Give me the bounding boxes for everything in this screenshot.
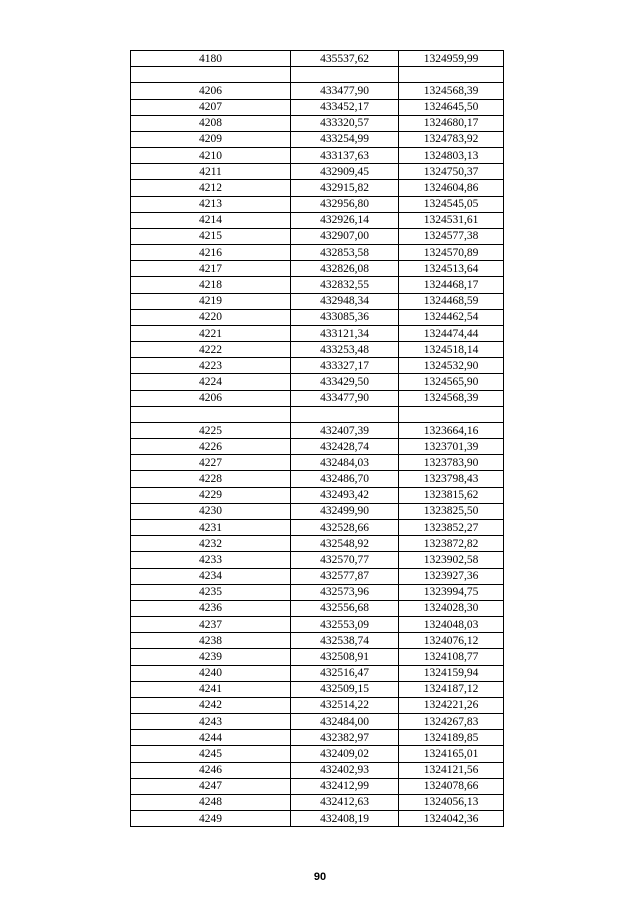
x-coordinate-cell: 432907,00 bbox=[291, 228, 399, 244]
table-row bbox=[131, 309, 504, 325]
point-number-cell: 4236 bbox=[131, 600, 291, 616]
point-number-cell: 4208 bbox=[131, 115, 291, 131]
y-coordinate-cell: 1324462,54 bbox=[399, 309, 504, 325]
x-coordinate-cell: 432409,02 bbox=[291, 746, 399, 762]
point-number-cell: 4237 bbox=[131, 617, 291, 633]
table-row bbox=[131, 697, 504, 713]
x-coordinate-cell: 432909,45 bbox=[291, 164, 399, 180]
x-coordinate-cell: 432832,55 bbox=[291, 277, 399, 293]
x-coordinate-cell: 433253,48 bbox=[291, 342, 399, 358]
y-coordinate-cell: 1323872,82 bbox=[399, 536, 504, 552]
point-number-cell: 4240 bbox=[131, 665, 291, 681]
point-number-cell: 4222 bbox=[131, 342, 291, 358]
x-coordinate-cell: 432948,34 bbox=[291, 293, 399, 309]
x-coordinate-cell: 432486,70 bbox=[291, 471, 399, 487]
y-coordinate-cell: 1324076,12 bbox=[399, 633, 504, 649]
x-coordinate-cell: 432484,00 bbox=[291, 714, 399, 730]
point-number-cell: 4206 bbox=[131, 390, 291, 406]
table-row bbox=[131, 196, 504, 212]
point-number-cell: 4214 bbox=[131, 212, 291, 228]
table-row bbox=[131, 390, 504, 406]
y-coordinate-cell: 1323701,39 bbox=[399, 439, 504, 455]
y-coordinate-cell: 1324959,99 bbox=[399, 51, 504, 67]
table-row bbox=[131, 99, 504, 115]
table-row bbox=[131, 665, 504, 681]
point-number-cell: 4241 bbox=[131, 681, 291, 697]
y-coordinate-cell: 1324048,03 bbox=[399, 617, 504, 633]
point-number-cell: 4223 bbox=[131, 358, 291, 374]
table-row bbox=[131, 536, 504, 552]
y-coordinate-cell: 1324474,44 bbox=[399, 325, 504, 341]
point-number-cell: 4238 bbox=[131, 633, 291, 649]
table-row bbox=[131, 730, 504, 746]
table-row bbox=[131, 245, 504, 261]
table-row bbox=[131, 519, 504, 535]
y-coordinate-cell: 1323798,43 bbox=[399, 471, 504, 487]
x-coordinate-cell: 432538,74 bbox=[291, 633, 399, 649]
y-coordinate-cell: 1324545,05 bbox=[399, 196, 504, 212]
y-coordinate-cell bbox=[399, 67, 504, 83]
point-number-cell: 4180 bbox=[131, 51, 291, 67]
y-coordinate-cell: 1324568,39 bbox=[399, 83, 504, 99]
y-coordinate-cell: 1324568,39 bbox=[399, 390, 504, 406]
table-row bbox=[131, 568, 504, 584]
point-number-cell: 4248 bbox=[131, 794, 291, 810]
y-coordinate-cell: 1324577,38 bbox=[399, 228, 504, 244]
point-number-cell: 4228 bbox=[131, 471, 291, 487]
point-number-cell: 4231 bbox=[131, 519, 291, 535]
table-row bbox=[131, 212, 504, 228]
point-number-cell: 4227 bbox=[131, 455, 291, 471]
point-number-cell: 4247 bbox=[131, 778, 291, 794]
y-coordinate-cell: 1323664,16 bbox=[399, 422, 504, 438]
y-coordinate-cell bbox=[399, 406, 504, 422]
x-coordinate-cell: 433477,90 bbox=[291, 83, 399, 99]
table-row bbox=[131, 633, 504, 649]
x-coordinate-cell: 432402,93 bbox=[291, 762, 399, 778]
point-number-cell: 4244 bbox=[131, 730, 291, 746]
x-coordinate-cell: 433254,99 bbox=[291, 131, 399, 147]
point-number-cell: 4218 bbox=[131, 277, 291, 293]
x-coordinate-cell: 432493,42 bbox=[291, 487, 399, 503]
x-coordinate-cell: 432428,74 bbox=[291, 439, 399, 455]
x-coordinate-cell: 432514,22 bbox=[291, 697, 399, 713]
y-coordinate-cell: 1323852,27 bbox=[399, 519, 504, 535]
table-row bbox=[131, 762, 504, 778]
table-row bbox=[131, 261, 504, 277]
table-row bbox=[131, 228, 504, 244]
table-row bbox=[131, 51, 504, 67]
table-row bbox=[131, 584, 504, 600]
x-coordinate-cell: 433327,17 bbox=[291, 358, 399, 374]
table-row bbox=[131, 374, 504, 390]
y-coordinate-cell: 1324468,17 bbox=[399, 277, 504, 293]
x-coordinate-cell: 433085,36 bbox=[291, 309, 399, 325]
y-coordinate-cell: 1324680,17 bbox=[399, 115, 504, 131]
point-number-cell: 4233 bbox=[131, 552, 291, 568]
coordinates-table-body bbox=[131, 51, 504, 827]
table-row bbox=[131, 746, 504, 762]
table-row bbox=[131, 439, 504, 455]
point-number-cell: 4235 bbox=[131, 584, 291, 600]
table-row bbox=[131, 293, 504, 309]
point-number-cell: 4221 bbox=[131, 325, 291, 341]
table-row bbox=[131, 277, 504, 293]
point-number-cell: 4245 bbox=[131, 746, 291, 762]
x-coordinate-cell: 432577,87 bbox=[291, 568, 399, 584]
point-number-cell: 4230 bbox=[131, 503, 291, 519]
y-coordinate-cell: 1323902,58 bbox=[399, 552, 504, 568]
x-coordinate-cell: 432382,97 bbox=[291, 730, 399, 746]
point-number-cell: 4234 bbox=[131, 568, 291, 584]
x-coordinate-cell: 432408,19 bbox=[291, 811, 399, 827]
y-coordinate-cell: 1324108,77 bbox=[399, 649, 504, 665]
point-number-cell: 4246 bbox=[131, 762, 291, 778]
point-number-cell: 4217 bbox=[131, 261, 291, 277]
x-coordinate-cell: 433121,34 bbox=[291, 325, 399, 341]
point-number-cell: 4242 bbox=[131, 697, 291, 713]
x-coordinate-cell: 432553,09 bbox=[291, 617, 399, 633]
x-coordinate-cell: 432499,90 bbox=[291, 503, 399, 519]
page-number: 90 bbox=[313, 871, 327, 883]
x-coordinate-cell: 432570,77 bbox=[291, 552, 399, 568]
point-number-cell: 4215 bbox=[131, 228, 291, 244]
y-coordinate-cell: 1324221,26 bbox=[399, 697, 504, 713]
x-coordinate-cell: 433137,63 bbox=[291, 148, 399, 164]
table-row bbox=[131, 794, 504, 810]
point-number-cell: 4212 bbox=[131, 180, 291, 196]
y-coordinate-cell: 1324645,50 bbox=[399, 99, 504, 115]
y-coordinate-cell: 1324468,59 bbox=[399, 293, 504, 309]
table-row bbox=[131, 358, 504, 374]
x-coordinate-cell: 432516,47 bbox=[291, 665, 399, 681]
y-coordinate-cell: 1324565,90 bbox=[399, 374, 504, 390]
point-number-cell: 4209 bbox=[131, 131, 291, 147]
table-row bbox=[131, 714, 504, 730]
table-row bbox=[131, 180, 504, 196]
y-coordinate-cell: 1324078,66 bbox=[399, 778, 504, 794]
y-coordinate-cell: 1323927,36 bbox=[399, 568, 504, 584]
y-coordinate-cell: 1324165,01 bbox=[399, 746, 504, 762]
y-coordinate-cell: 1323783,90 bbox=[399, 455, 504, 471]
coordinates-table bbox=[130, 50, 504, 827]
x-coordinate-cell: 432853,58 bbox=[291, 245, 399, 261]
x-coordinate-cell: 432548,92 bbox=[291, 536, 399, 552]
point-number-cell: 4207 bbox=[131, 99, 291, 115]
y-coordinate-cell: 1323994,75 bbox=[399, 584, 504, 600]
x-coordinate-cell: 435537,62 bbox=[291, 51, 399, 67]
x-coordinate-cell: 432528,66 bbox=[291, 519, 399, 535]
point-number-cell: 4232 bbox=[131, 536, 291, 552]
y-coordinate-cell: 1324783,92 bbox=[399, 131, 504, 147]
table-row bbox=[131, 600, 504, 616]
x-coordinate-cell: 432509,15 bbox=[291, 681, 399, 697]
x-coordinate-cell: 432573,96 bbox=[291, 584, 399, 600]
point-number-cell: 4239 bbox=[131, 649, 291, 665]
x-coordinate-cell: 433429,50 bbox=[291, 374, 399, 390]
table-row bbox=[131, 617, 504, 633]
point-number-cell: 4216 bbox=[131, 245, 291, 261]
table-row bbox=[131, 649, 504, 665]
x-coordinate-cell: 432926,14 bbox=[291, 212, 399, 228]
y-coordinate-cell: 1323815,62 bbox=[399, 487, 504, 503]
y-coordinate-cell: 1324531,61 bbox=[399, 212, 504, 228]
point-number-cell: 4229 bbox=[131, 487, 291, 503]
y-coordinate-cell: 1324532,90 bbox=[399, 358, 504, 374]
y-coordinate-cell: 1324803,13 bbox=[399, 148, 504, 164]
point-number-cell: 4210 bbox=[131, 148, 291, 164]
table-row bbox=[131, 552, 504, 568]
table-row bbox=[131, 811, 504, 827]
table-row bbox=[131, 148, 504, 164]
y-coordinate-cell: 1324028,30 bbox=[399, 600, 504, 616]
table-row bbox=[131, 325, 504, 341]
y-coordinate-cell: 1324056,13 bbox=[399, 794, 504, 810]
table-row bbox=[131, 67, 504, 83]
x-coordinate-cell: 433452,17 bbox=[291, 99, 399, 115]
x-coordinate-cell: 432412,63 bbox=[291, 794, 399, 810]
x-coordinate-cell: 433477,90 bbox=[291, 390, 399, 406]
point-number-cell: 4211 bbox=[131, 164, 291, 180]
table-row bbox=[131, 503, 504, 519]
table-row bbox=[131, 422, 504, 438]
point-number-cell bbox=[131, 67, 291, 83]
x-coordinate-cell: 432484,03 bbox=[291, 455, 399, 471]
table-row bbox=[131, 131, 504, 147]
x-coordinate-cell bbox=[291, 406, 399, 422]
y-coordinate-cell: 1324121,56 bbox=[399, 762, 504, 778]
table-row bbox=[131, 342, 504, 358]
point-number-cell bbox=[131, 406, 291, 422]
x-coordinate-cell: 432412,99 bbox=[291, 778, 399, 794]
y-coordinate-cell: 1324513,64 bbox=[399, 261, 504, 277]
point-number-cell: 4219 bbox=[131, 293, 291, 309]
y-coordinate-cell: 1324518,14 bbox=[399, 342, 504, 358]
point-number-cell: 4224 bbox=[131, 374, 291, 390]
point-number-cell: 4206 bbox=[131, 83, 291, 99]
table-row bbox=[131, 778, 504, 794]
x-coordinate-cell: 433320,57 bbox=[291, 115, 399, 131]
y-coordinate-cell: 1324267,83 bbox=[399, 714, 504, 730]
x-coordinate-cell: 432508,91 bbox=[291, 649, 399, 665]
table-row bbox=[131, 455, 504, 471]
point-number-cell: 4225 bbox=[131, 422, 291, 438]
table-row bbox=[131, 406, 504, 422]
x-coordinate-cell: 432407,39 bbox=[291, 422, 399, 438]
x-coordinate-cell: 432915,82 bbox=[291, 180, 399, 196]
x-coordinate-cell bbox=[291, 67, 399, 83]
point-number-cell: 4213 bbox=[131, 196, 291, 212]
y-coordinate-cell: 1324159,94 bbox=[399, 665, 504, 681]
y-coordinate-cell: 1324750,37 bbox=[399, 164, 504, 180]
table-row bbox=[131, 164, 504, 180]
y-coordinate-cell: 1323825,50 bbox=[399, 503, 504, 519]
point-number-cell: 4243 bbox=[131, 714, 291, 730]
point-number-cell: 4249 bbox=[131, 811, 291, 827]
table-row bbox=[131, 681, 504, 697]
point-number-cell: 4226 bbox=[131, 439, 291, 455]
y-coordinate-cell: 1324187,12 bbox=[399, 681, 504, 697]
x-coordinate-cell: 432956,80 bbox=[291, 196, 399, 212]
table-row bbox=[131, 115, 504, 131]
y-coordinate-cell: 1324189,85 bbox=[399, 730, 504, 746]
x-coordinate-cell: 432826,08 bbox=[291, 261, 399, 277]
x-coordinate-cell: 432556,68 bbox=[291, 600, 399, 616]
point-number-cell: 4220 bbox=[131, 309, 291, 325]
y-coordinate-cell: 1324570,89 bbox=[399, 245, 504, 261]
table-row bbox=[131, 471, 504, 487]
table-row bbox=[131, 83, 504, 99]
table-row bbox=[131, 487, 504, 503]
y-coordinate-cell: 1324042,36 bbox=[399, 811, 504, 827]
y-coordinate-cell: 1324604,86 bbox=[399, 180, 504, 196]
